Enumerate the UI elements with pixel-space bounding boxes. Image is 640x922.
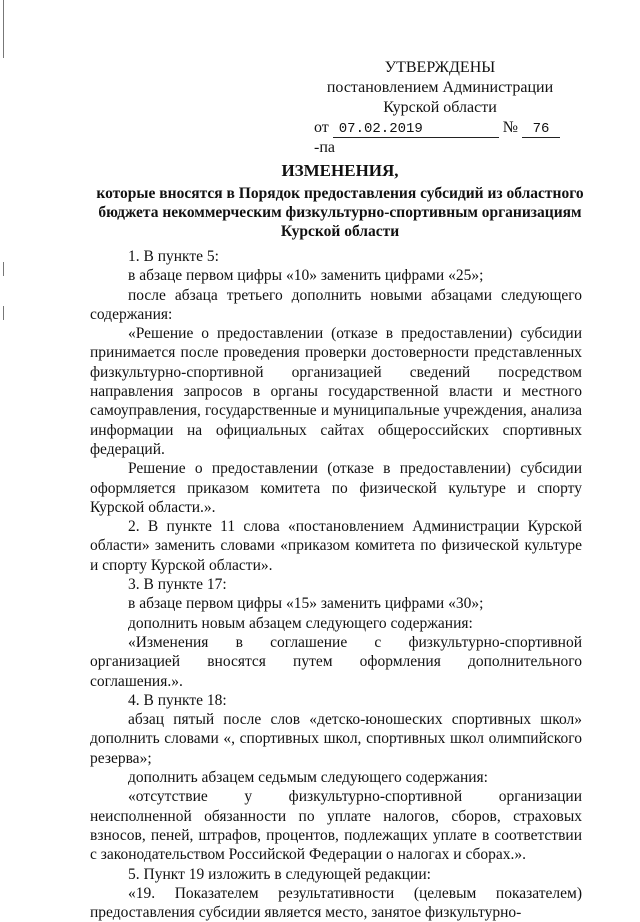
heading-subtitle: которые вносятся в Порядок предоставления субсидий из областного бюджета некоммерческим физкультурно-спортивным организациям Курской области bbox=[96, 185, 584, 240]
date-value: 07.02.2019 bbox=[333, 121, 499, 138]
paragraph: 4. В пункте 18: bbox=[128, 691, 227, 709]
paragraph: «19. Показателем результативности (целевым показателем) предоставления субсидии является место, занятое физкультурно- bbox=[90, 884, 582, 922]
paragraph: «отсутствие у физкультурно-спортивной организации неисполненной обязанности по уплате налогов, сборов, страховых взносов, пеней, штрафов, процентов, подлежащих уплате в соответствии с законодательством Российской Федерации о налогах и сборах.». bbox=[90, 788, 582, 864]
scan-edge-mark bbox=[3, 0, 4, 58]
approval-date-number bbox=[300, 118, 580, 158]
paragraph: в абзаце первом цифры «10» заменить цифрами «25»; bbox=[128, 267, 484, 285]
paragraph: 5. Пункт 19 изложить в следующей редакции: bbox=[128, 865, 431, 883]
document-body bbox=[90, 247, 582, 922]
heading-title: ИЗМЕНЕНИЯ, bbox=[281, 161, 399, 180]
paragraph: в абзаце первом цифры «15» заменить цифрами «30»; bbox=[128, 595, 484, 613]
paragraph: дополнить новым абзацем следующего содержания: bbox=[128, 614, 473, 632]
scan-edge-mark bbox=[3, 306, 4, 320]
approval-line-3: Курской области bbox=[383, 99, 497, 116]
number-value: 76 bbox=[522, 121, 560, 138]
paragraph: после абзаца третьего дополнить новыми абзацами следующего содержания: bbox=[90, 286, 582, 323]
paragraph: 3. В пункте 17: bbox=[128, 576, 227, 594]
date-prefix: от bbox=[314, 119, 329, 136]
scan-edge-mark bbox=[3, 262, 4, 276]
approval-title: УТВЕРЖДЕНЫ bbox=[384, 59, 496, 76]
paragraph: Решение о предоставлении (отказе в предоставлении) субсидии оформляется приказом комитета по физической культуре и спорту Курской области.». bbox=[90, 460, 582, 516]
paragraph: 1. В пункте 5: bbox=[128, 248, 219, 265]
document-heading bbox=[90, 160, 590, 241]
number-prefix: № bbox=[502, 119, 519, 136]
paragraph: 2. В пункте 11 слова «постановлением Администрации Курской области» заменить словами «приказом комитета по физической культуре и спорту Курской области». bbox=[90, 518, 582, 574]
number-suffix: -па bbox=[314, 139, 335, 156]
approval-line-2: постановлением Администрации bbox=[326, 79, 554, 96]
paragraph: абзац пятый после слов «детско-юношеских спортивных школ» дополнить словами «, спортивных школ, спортивных школ олимпийского резерва»; bbox=[90, 711, 582, 767]
approval-block bbox=[300, 58, 580, 158]
paragraph: «Решение о предоставлении (отказе в предоставлении) субсидии принимается после проведения проверки достоверности представленных физкультурно-спортивной организацией сведений посредством направления запросов в органы государственной власти и местного самоуправления, государственные и муниципальные учреждения, анализа информации на официальных сайтах общероссийских спортивных федераций. bbox=[90, 325, 582, 458]
paragraph: дополнить абзацем седьмым следующего содержания: bbox=[128, 769, 488, 787]
paragraph: «Изменения в соглашение с физкультурно-спортивной организацией вносятся путем оформления дополнительного соглашения.». bbox=[90, 633, 582, 690]
